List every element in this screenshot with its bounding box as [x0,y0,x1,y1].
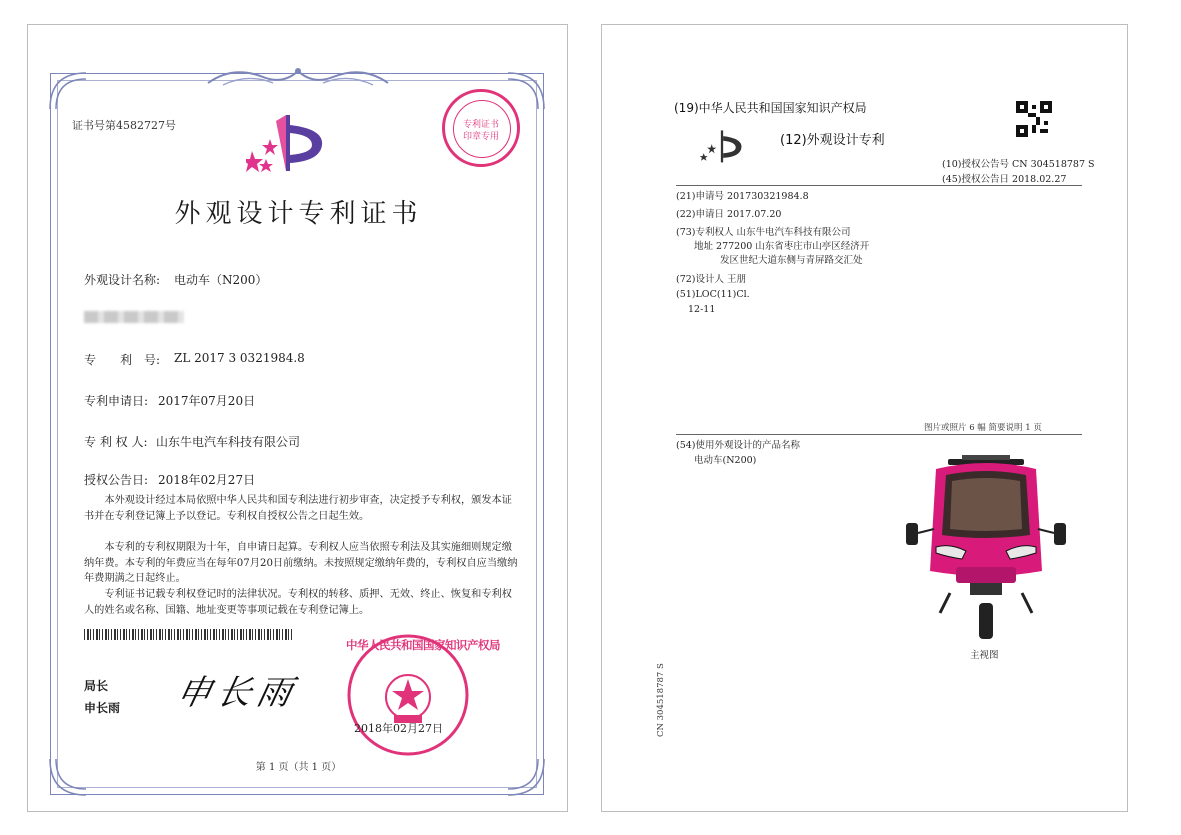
publication-date: (45)授权公告日 2018.02.27 [942,174,1067,185]
director-signature: 申长雨 [173,673,302,713]
patentee: (73)专利权人 山东牛电汽车科技有限公司 [676,227,851,238]
section-rule [676,434,1082,435]
image-count-note: 图片或照片 6 幅 简要说明 1 页 [924,423,1042,433]
electric-vehicle-front-view [906,453,1066,643]
application-date: (22)申请日 2017.07.20 [676,209,782,220]
small-seal [442,89,520,167]
loc-classification: (51)LOC(11)Cl. [676,289,750,300]
top-ornament-icon [203,63,393,93]
stamp-date: 2018年02月27日 [354,722,443,735]
patent-certificate-page [27,24,568,812]
patent-number-value: ZL 2017 3 0321984.8 [174,351,305,365]
stamp-text: 中华人民共和国国家知识产权局 [346,638,500,652]
document-type: (12)外观设计专利 [780,133,885,148]
official-stamp [346,633,500,757]
application-number: (21)申请号 201730321984.8 [676,191,809,202]
side-publication-number: CN 304518787 S [656,663,666,737]
address-line-2: 发区世纪大道东侧与青屏路交汇处 [720,255,863,266]
small-seal-text: 专利证书印章专用 [462,120,499,142]
designer: (72)设计人 王朋 [676,274,747,285]
cnipa-logo-icon [246,111,330,177]
certificate-number: 证书号第4582727号 [72,119,176,132]
director-title: 局长 [84,679,109,693]
certificate-paragraph-2: 本专利的专利权期限为十年，自申请日起算。专利权人应当依照专利法及其实施细则规定缴纳年费。本专利的年费应当在每年07月20日前缴纳。未按照规定缴纳年费的，专利权自应当缴纳年费期满之日起终止。 [84,542,518,584]
loc-class-code: 12-11 [688,304,716,315]
design-name-value: 电动车（N200） [174,273,268,287]
qr-code-icon [1016,101,1052,137]
product-name: 电动车(N200) [694,455,757,466]
certificate-page-footer: 第 1 页（共 1 页） [255,762,342,773]
patent-number-label: 专 利 号: [84,353,161,367]
address-line-1: 地址 277200 山东省枣庄市山亭区经济开 [694,241,870,252]
office-name: (19)中华人民共和国国家知识产权局 [674,101,867,115]
redacted-field [84,311,184,323]
filing-date-value: 2017年07月20日 [158,394,256,408]
patentee-label: 专 利 权 人: [84,435,148,449]
grant-date-label: 授权公告日: [84,473,149,487]
patentee-value: 山东牛电汽车科技有限公司 [156,435,301,449]
header-rule [676,185,1082,186]
director-name: 申长雨 [84,701,121,715]
cnipa-logo-small-icon [698,127,746,167]
corner-ornament-icon [48,71,88,111]
certificate-paragraph-3: 专利证书记载专利权登记时的法律状况。专利权的转移、质押、无效、终止、恢复和专利权人的姓名或名称、国籍、地址变更等事项记载在专利登记簿上。 [84,589,512,616]
publication-number: (10)授权公告号 CN 304518787 S [942,159,1095,170]
filing-date-label: 专利申请日: [84,394,149,408]
certificate-title: 外观设计专利证书 [174,199,423,229]
design-name-label: 外观设计名称: [84,273,161,287]
barcode [84,629,294,640]
grant-date-value: 2018年02月27日 [158,473,256,487]
view-caption: 主视图 [970,650,999,661]
certificate-paragraph-1: 本外观设计经过本局依照中华人民共和国专利法进行初步审查，决定授予专利权，颁发本证书并在专利登记簿上予以登记。专利权自授权公告之日起生效。 [84,495,512,522]
product-name-label: (54)使用外观设计的产品名称 [676,440,801,451]
patent-publication-page [601,24,1128,812]
